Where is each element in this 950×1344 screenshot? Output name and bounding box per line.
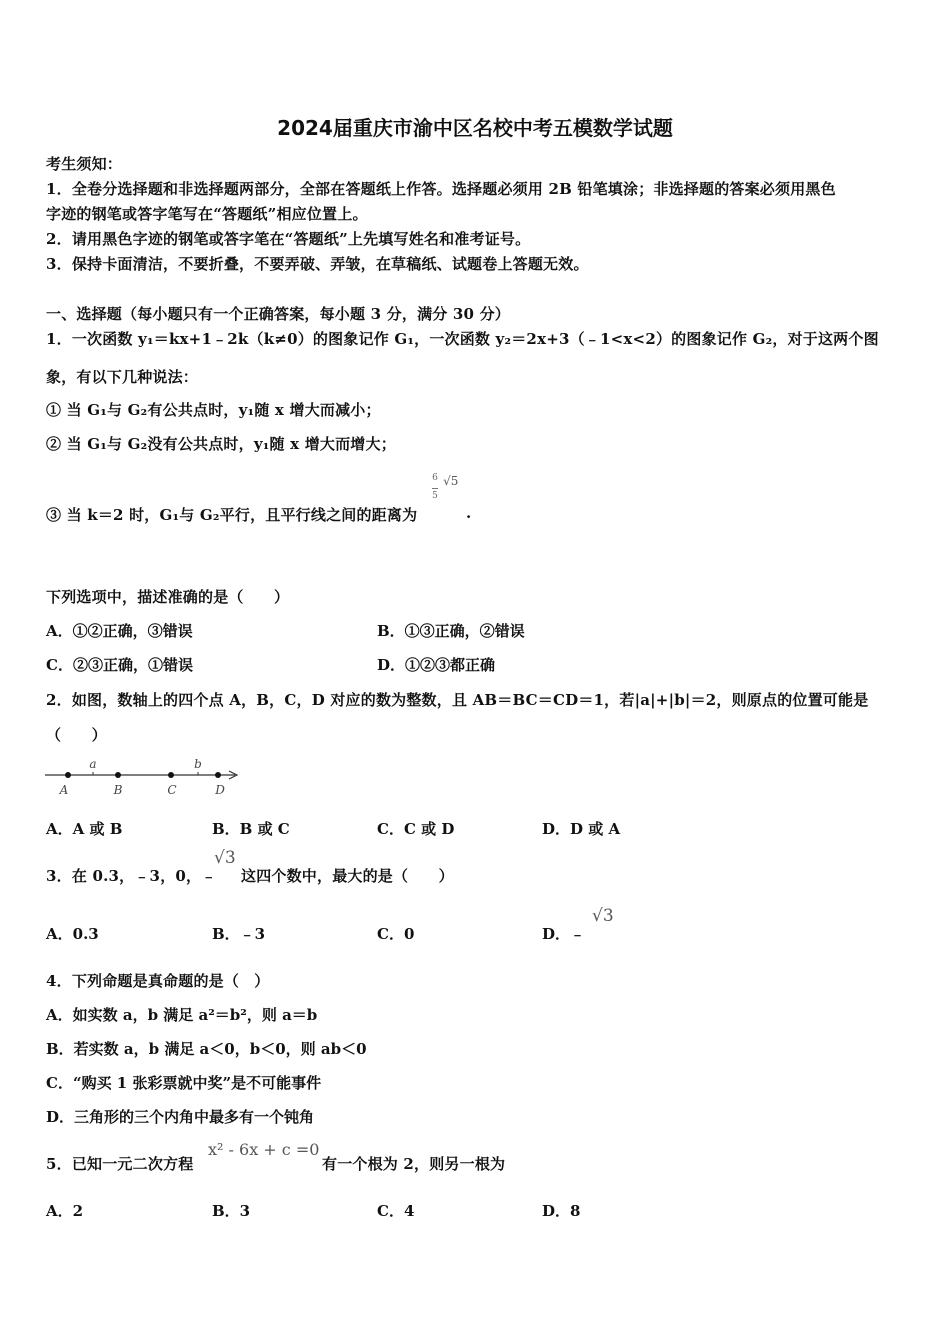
fraction-denominator: 5 (432, 491, 438, 501)
q3-stem: 3．在 0.3，﹣3，0，﹣ (46, 867, 217, 885)
q5-option-b: B．3 (212, 1202, 251, 1220)
q1-option-b: B．①③正确，②错误 (377, 622, 525, 640)
q1-statement-3: ③ 当 k＝2 时，G₁与 G₂平行，且平行线之间的距离为 (46, 506, 418, 524)
point-d-dot (215, 772, 221, 778)
q1-statement-2: ② 当 G₁与 G₂没有公共点时，y₁随 x 增大而增大； (46, 435, 396, 453)
page-title: 2024届重庆市渝中区名校中考五模数学试题 (277, 116, 673, 140)
fraction-bar (432, 488, 438, 489)
q4-option-b: B．若实数 a，b 满足 a＜0，b＜0，则 ab＜0 (46, 1040, 367, 1058)
q1-prompt: 下列选项中，描述准确的是（ ） (46, 588, 290, 606)
point-a-dot (65, 772, 71, 778)
sqrt-expression: √5 (443, 474, 459, 488)
label-point-a: A (59, 783, 69, 797)
label-point-c: C (167, 783, 177, 797)
point-c-dot (168, 772, 174, 778)
q2-option-b: B．B 或 C (212, 820, 290, 838)
q1-option-d: D．①②③都正确 (377, 656, 496, 674)
q4-stem: 4．下列命题是真命题的是（ ） (46, 972, 270, 990)
q3-option-d-sqrt3: √3 (592, 906, 614, 926)
q2-stem: 2．如图，数轴上的四个点 A，B，C，D 对应的数为整数，且 AB＝BC＝CD＝1，若|a|+|b|＝2，则原点的位置可能是 (46, 691, 869, 709)
label-b-var: b (194, 757, 202, 771)
q4-option-c: C．“购买 1 张彩票就中奖”是不可能事件 (46, 1074, 322, 1092)
label-a-var: a (89, 757, 97, 771)
q1-option-a: A．①②正确，③错误 (46, 622, 193, 640)
q1-stem: 1．一次函数 y₁＝kx+1﹣2k（k≠0）的图象记作 G₁，一次函数 y₂＝2x+3（﹣1<x<2）的图象记作 G₂，对于这两个图 (46, 330, 879, 348)
notice-item-1-cont: 字迹的钢笔或答字笔写在“答题纸”相应位置上。 (46, 205, 368, 223)
q1-statement-3-end: . (466, 504, 472, 522)
q5-option-a: A．2 (46, 1202, 84, 1220)
number-line-figure (40, 752, 250, 802)
section-heading: 一、选择题（每小题只有一个正确答案，每小题 3 分，满分 30 分） (46, 305, 511, 323)
q2-stem-cont: （ ） (46, 726, 107, 744)
q5-equation: x² - 6x + c =0 (208, 1140, 320, 1159)
label-point-d: D (215, 783, 225, 797)
q5-stem: 5．已知一元二次方程 (46, 1155, 194, 1173)
q4-option-d: D．三角形的三个内角中最多有一个钝角 (46, 1108, 315, 1126)
q1-distance-expression (432, 474, 458, 502)
q2-option-d: D．D 或 A (542, 820, 621, 838)
q1-stem-cont: 象，有以下几种说法： (46, 368, 199, 386)
fraction (432, 474, 438, 501)
q3-option-d: D．﹣ (542, 925, 586, 943)
q3-stem-cont: 这四个数中，最大的是（ ） (241, 867, 454, 885)
q3-sqrt3: √3 (214, 848, 236, 868)
q3-option-c: C．0 (377, 925, 415, 943)
q5-option-d: D．8 (542, 1202, 581, 1220)
q5-stem-cont: 有一个根为 2，则另一根为 (322, 1155, 506, 1173)
q4-option-a: A．如实数 a，b 满足 a²＝b²，则 a＝b (46, 1006, 318, 1024)
point-b-dot (115, 772, 121, 778)
label-point-b: B (113, 783, 123, 797)
q1-statement-1: ① 当 G₁与 G₂有公共点时，y₁随 x 增大而减小； (46, 401, 381, 419)
q5-option-c: C．4 (377, 1202, 415, 1220)
q2-option-a: A．A 或 B (46, 820, 123, 838)
fraction-numerator: 6 (432, 473, 438, 483)
notice-heading: 考生须知： (46, 155, 123, 173)
q2-option-c: C．C 或 D (377, 820, 455, 838)
q3-option-b: B．﹣3 (212, 925, 266, 943)
q3-option-a: A．0.3 (46, 925, 99, 943)
notice-item-3: 3．保持卡面清洁，不要折叠，不要弄破、弄皱，在草稿纸、试题卷上答题无效。 (46, 255, 589, 273)
notice-item-2: 2．请用黑色字迹的钢笔或答字笔在“答题纸”上先填写姓名和准考证号。 (46, 230, 531, 248)
q1-option-c: C．②③正确，①错误 (46, 656, 193, 674)
notice-item-1: 1．全卷分选择题和非选择题两部分，全部在答题纸上作答。选择题必须用 2B 铅笔填涂；非选择题的答案必须用黑色 (46, 180, 836, 198)
